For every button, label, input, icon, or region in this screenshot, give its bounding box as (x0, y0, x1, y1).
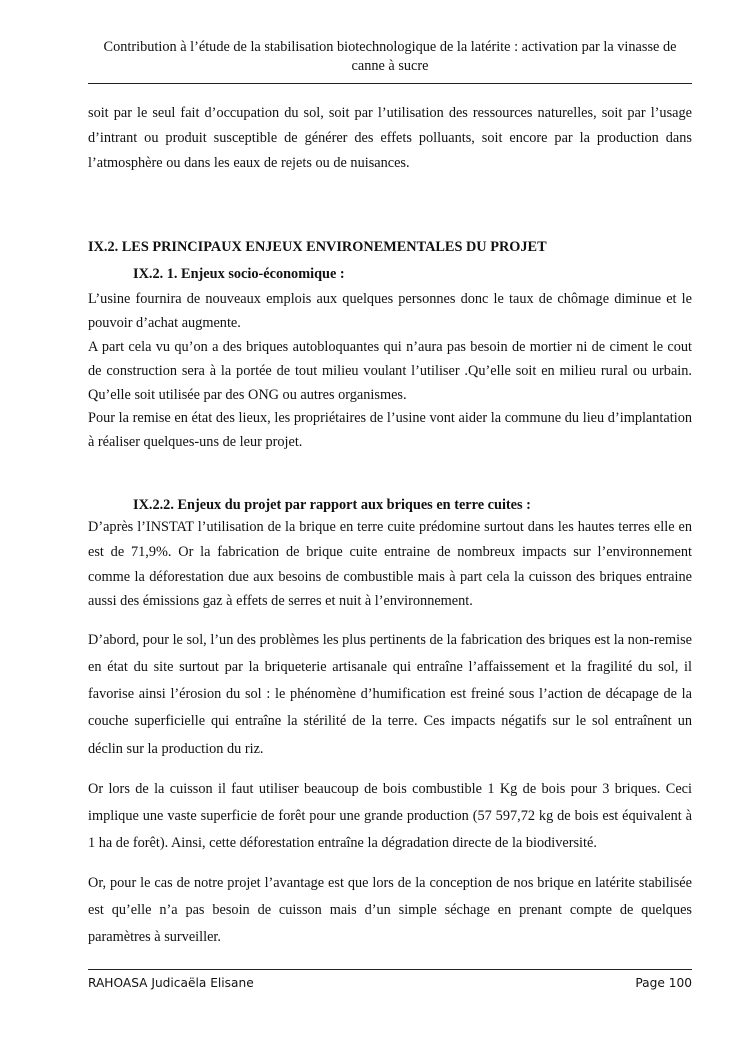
paragraph: Or, pour le cas de notre projet l’avantage est que lors de la conception de nos brique en latérite stabilisée est qu’elle n’a pas besoin de cuisson mais d’un simple séchage en prenant compte de quelques paramètres à surveiller. (88, 874, 692, 946)
header-divider (88, 83, 692, 84)
page-body (88, 101, 692, 951)
paragraph: D’abord, pour le sol, l’un des problèmes les plus pertinents de la fabrication des briques est la non-remise en état du site surtout par la briqueterie artisanale qui entraîne l’affaissement et la fragilité du sol, il favorise ainsi l’érosion du sol : le phénomène d’humification est freiné sous l’action de décapage de la couche superficielle qui entraîne la stérilité de la terre. Ces impacts négatifs sur le sol entraînent un déclin sur la production du riz. (88, 632, 692, 757)
paragraph: A part cela vu qu’on a des briques autobloquantes qui n’aura pas besoin de mortier ni de ciment le cout de construction sera à la portée de tout milieu voulant l’utiliser .Qu’elle soit en milieu rural ou urbain. Qu’elle soit utilisée par des ONG ou autres organismes. (88, 338, 692, 403)
paragraph: L’usine fournira de nouveaux emplois aux quelques personnes donc le taux de chômage diminue et le pouvoir d’achat augmente. (88, 291, 692, 332)
intro-paragraph: soit par le seul fait d’occupation du sol, soit par l’utilisation des ressources naturelles, soit par l’usage d’intrant ou produit susceptible de générer des effets polluants, soit encore par la production dans l’atmosphère ou dans les eaux de rejets ou de nuisances. (88, 105, 692, 171)
paragraph: Or lors de la cuisson il faut utiliser beaucoup de bois combustible 1 Kg de bois pour 3 briques. Ceci implique une vaste superficie de forêt pour une grande production (57 597,72 kg de bois est équivalent à 1 ha de forêt). Ainsi, cette déforestation entraîne la dégradation directe de la biodiversité. (88, 780, 692, 851)
footer-divider (88, 969, 692, 970)
paragraph: D’après l’INSTAT l’utilisation de la brique en terre cuite prédomine surtout dans les hautes terres elle en est de 71,9%. Or la fabrication de brique cuite entraine de nombreux impacts sur l’environnement comme la déforestation due aux besoins de combustible mais à part cela la cuisson des briques entraine aussi des émissions gaz à effets de serres et nuit à l’environnement. (88, 518, 692, 610)
footer-author: RAHOASA Judicaëla Elisane (88, 976, 254, 990)
subsection-heading-1: IX.2. 1. Enjeux socio-économique : (133, 266, 345, 283)
running-header: Contribution à l’étude de la stabilisation biotechnologique de la latérite : activation par la vinasse de canne à sucre (103, 39, 677, 74)
subsection-heading-2: IX.2.2. Enjeux du projet par rapport aux briques en terre cuites : (133, 496, 531, 513)
section-heading: IX.2. LES PRINCIPAUX ENJEUX ENVIRONEMENTALES DU PROJET (88, 239, 547, 256)
paragraph: Pour la remise en état des lieux, les propriétaires de l’usine vont aider la commune du lieu d’implantation à réaliser quelques-uns de leur projet. (88, 410, 692, 451)
page-number: Page 100 (635, 976, 692, 990)
